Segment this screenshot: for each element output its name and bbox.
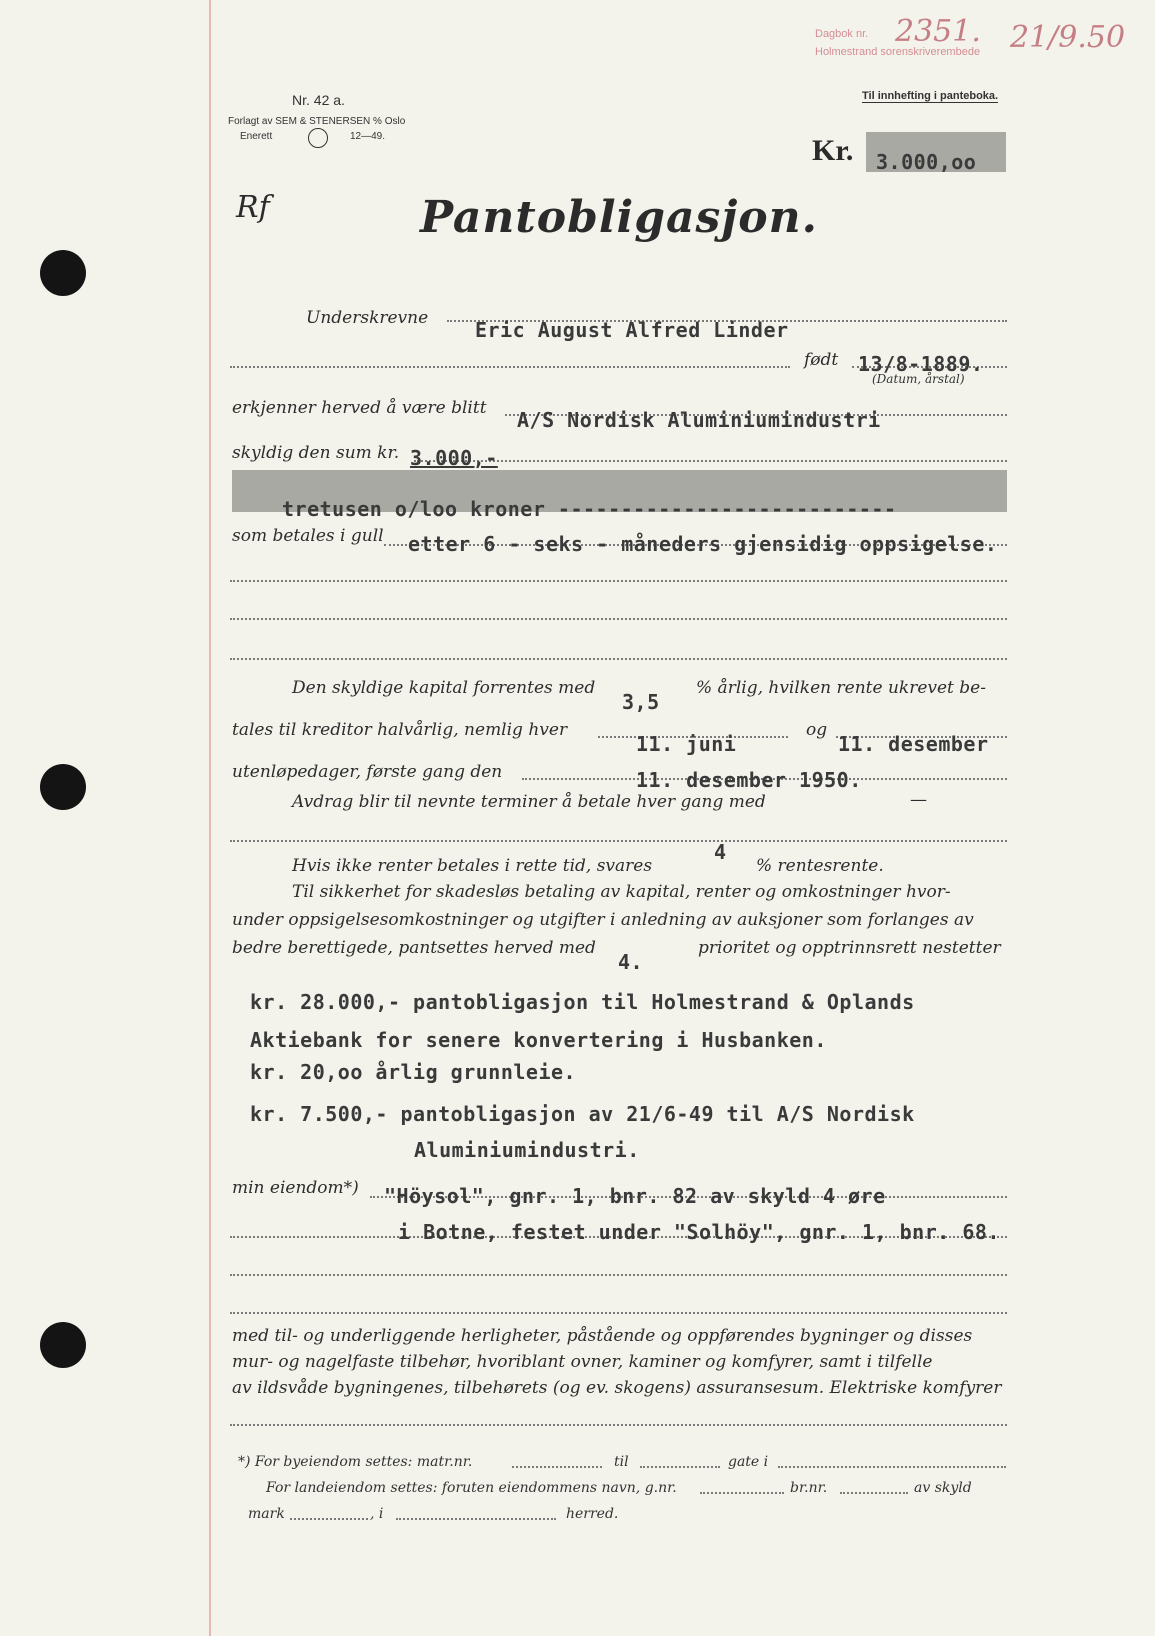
encumbrance-line: Aluminiumindustri. bbox=[414, 1138, 640, 1162]
margin-rule bbox=[209, 0, 211, 1636]
footnote-1b: til bbox=[614, 1454, 629, 1470]
payable-label: som betales i gull bbox=[232, 526, 384, 546]
footnote-3c: herred. bbox=[566, 1506, 619, 1522]
form-number: Nr. 42 a. bbox=[292, 92, 345, 108]
encumbrance-line: Aktiebank for senere konvertering i Husbanken. bbox=[250, 1028, 827, 1052]
interest-rate: 3,5 bbox=[622, 690, 660, 714]
sum-in-words: tretusen o/loo kroner --------------------------- bbox=[282, 497, 897, 521]
footnote-1c: gate i bbox=[728, 1454, 769, 1470]
property-label: min eiendom*) bbox=[232, 1178, 359, 1198]
penalty-text-1b: % rentesrente. bbox=[756, 856, 884, 876]
handwritten-date: 21/9.50 bbox=[1010, 20, 1126, 55]
punch-hole-icon bbox=[40, 764, 86, 810]
born-hint: (Datum, årstal) bbox=[872, 372, 965, 386]
encumbrance-line: kr. 28.000,- pantobligasjon til Holmestrand & Oplands bbox=[250, 990, 915, 1014]
footnote-3b: , i bbox=[370, 1506, 384, 1522]
dotted-line bbox=[230, 1274, 1007, 1276]
and-label: og bbox=[806, 720, 828, 740]
dotted-line bbox=[640, 1466, 720, 1468]
interest-text-2a: tales til kreditor halvårlig, nemlig hver bbox=[232, 720, 568, 740]
closing-line: mur- og nagelfaste tilbehør, hvoriblant ovner, kaminer og komfyrer, samt i tilfelle bbox=[232, 1352, 933, 1372]
dotted-line bbox=[230, 1312, 1007, 1314]
interest-text-1a: Den skyldige kapital forrentes med bbox=[292, 678, 596, 698]
debtor-label: Underskrevne bbox=[306, 308, 429, 328]
closing-line: av ildsvåde bygningenes, tilbehørets (og ev. skogens) assuransesum. Elektriske komfyrer bbox=[232, 1378, 1002, 1398]
stamp-line-1: Dagbok nr. bbox=[815, 28, 869, 40]
dotted-line bbox=[700, 1492, 784, 1494]
page-title: Pantobligasjon. bbox=[420, 192, 818, 243]
security-text-line-1: Til sikkerhet for skadesløs betaling av kapital, renter og omkostninger hvor- bbox=[292, 882, 951, 902]
dotted-line bbox=[414, 460, 1007, 462]
publisher-line-2: Enerett bbox=[240, 131, 273, 142]
footnote-2a: For landeiendom settes: foruten eiendommens navn, g.nr. bbox=[266, 1480, 677, 1496]
born-label: født bbox=[804, 350, 839, 370]
punch-hole-icon bbox=[40, 250, 86, 296]
handwritten-initials: Rf bbox=[236, 190, 270, 225]
creditor-name: A/S Nordisk Aluminiumindustri bbox=[517, 408, 881, 432]
installment-value: — bbox=[910, 790, 927, 810]
installment-text: Avdrag blir til nevnte terminer å betale hver gang med bbox=[292, 792, 766, 812]
dotted-line bbox=[230, 840, 1007, 842]
dotted-line bbox=[230, 366, 790, 368]
publisher-line-1: Forlagt av SEM & STENERSEN % Oslo bbox=[228, 116, 406, 127]
publisher-date: 12—49. bbox=[350, 131, 386, 142]
dotted-line bbox=[290, 1518, 368, 1520]
penalty-rate: 4 bbox=[714, 840, 727, 864]
interest-date-1: 11. juni bbox=[636, 732, 737, 756]
encumbrance-line: kr. 20,oo årlig grunnleie. bbox=[250, 1060, 577, 1084]
birth-date: 13/8-1889. bbox=[858, 352, 984, 376]
property-line-2: i Botne, festet under "Solhöy", gnr. 1, bnr. 68. bbox=[398, 1220, 1000, 1244]
publisher-seal-icon bbox=[308, 128, 328, 148]
security-text-line-3a: bedre berettigede, pantsettes herved med bbox=[232, 938, 596, 958]
closing-line: med til- og underliggende herligheter, påstående og oppførendes bygninger og disses bbox=[232, 1326, 973, 1346]
debtor-name: Eric August Alfred Linder bbox=[475, 318, 789, 342]
amount-value: 3.000,oo bbox=[876, 150, 977, 174]
dotted-line bbox=[778, 1466, 1006, 1468]
interest-text-3a: utenløpedager, første gang den bbox=[232, 762, 503, 782]
dotted-line bbox=[840, 1492, 908, 1494]
first-payment-date: 11. desember 1950. bbox=[636, 768, 862, 792]
dotted-line bbox=[230, 618, 1007, 620]
sum-value: 3.000,- bbox=[410, 446, 498, 470]
interest-date-2: 11. desember bbox=[838, 732, 989, 756]
dotted-line bbox=[396, 1518, 556, 1520]
kr-label: Kr. bbox=[812, 134, 854, 167]
dotted-line bbox=[230, 658, 1007, 660]
footnote-2b: br.nr. bbox=[790, 1480, 828, 1496]
dotted-line bbox=[230, 580, 1007, 582]
footnote-2c: av skyld bbox=[914, 1480, 972, 1496]
payable-terms: etter 6 - seks - måneders gjensidig oppsigelse. bbox=[408, 532, 998, 556]
dotted-line bbox=[230, 1424, 1007, 1426]
footnote-3a: mark bbox=[248, 1506, 285, 1522]
dotted-line bbox=[512, 1466, 602, 1468]
security-text-line-3b: prioritet og opptrinnsrett nestetter bbox=[698, 938, 1001, 958]
interest-text-1b: % årlig, hvilken rente ukrevet be- bbox=[696, 678, 986, 698]
punch-hole-icon bbox=[40, 1322, 86, 1368]
creditor-label: erkjenner herved å være blitt bbox=[232, 398, 487, 418]
property-line-1: "Höysol", gnr. 1, bnr. 82 av skyld 4 øre bbox=[384, 1184, 886, 1208]
stamp-line-2: Holmestrand sorenskriverembede bbox=[815, 46, 981, 58]
penalty-text-1a: Hvis ikke renter betales i rette tid, svares bbox=[292, 856, 653, 876]
sum-label: skyldig den sum kr. bbox=[232, 443, 400, 463]
footnote-1a: *) For byeiendom settes: matr.nr. bbox=[238, 1454, 473, 1470]
priority-number: 4. bbox=[618, 950, 644, 974]
security-text-line-2: under oppsigelsesomkostninger og utgifter i anledning av auksjoner som forlanges av bbox=[232, 910, 974, 930]
filing-instruction: Til innhefting i panteboka. bbox=[862, 90, 999, 102]
encumbrance-line: kr. 7.500,- pantobligasjon av 21/6-49 til A/S Nordisk bbox=[250, 1102, 915, 1126]
handwritten-number: 2351. bbox=[895, 14, 981, 49]
